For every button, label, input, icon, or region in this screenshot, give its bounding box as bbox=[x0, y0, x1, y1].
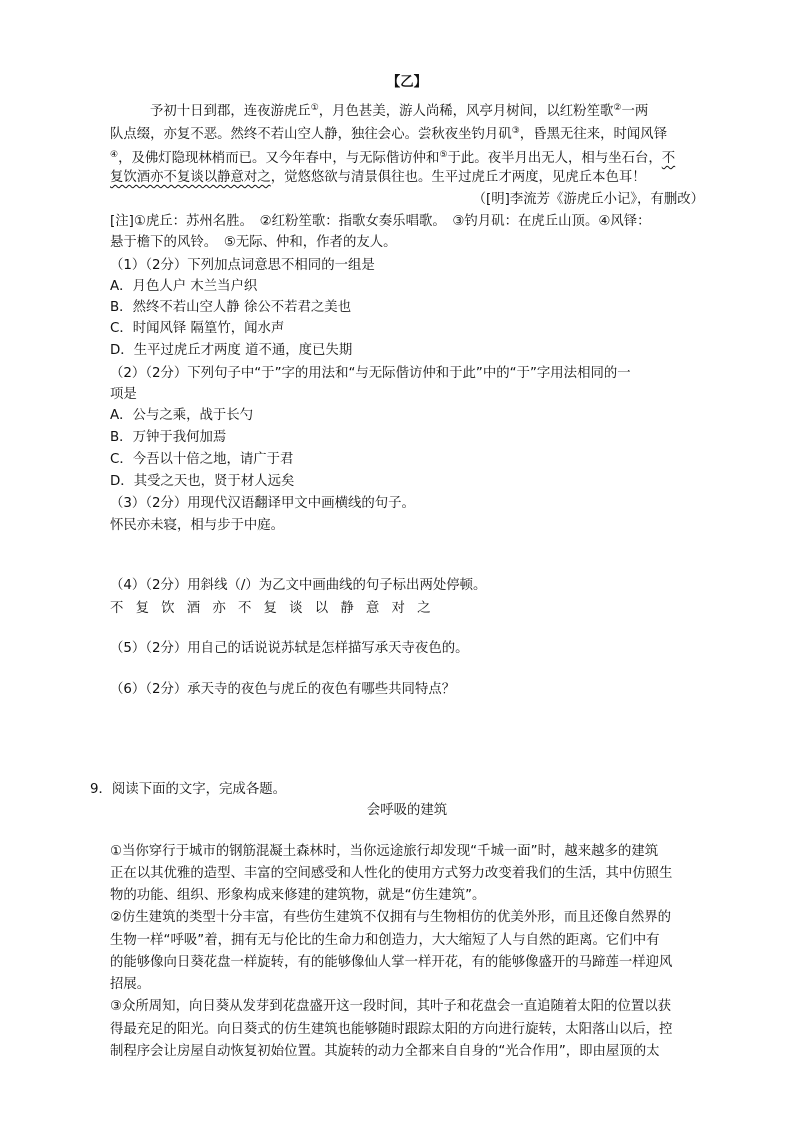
passage-line-1 bbox=[150, 98, 704, 122]
passage-text: 队点缀，亦复不恶。然终不若山空人静，独往会心。尝秋夜坐钓月矶 bbox=[110, 127, 512, 142]
passage-line-2 bbox=[110, 121, 704, 145]
footnote-marker: ③ bbox=[511, 126, 520, 136]
passage-text: ，觉悠悠欲与清景俱往也。生平过虎丘才两度，见虎丘本色耳！ bbox=[270, 170, 646, 185]
question-4-sentence[interactable]: 不复饮酒亦不复谈以静意对之 bbox=[110, 601, 443, 616]
question-3: （3）（2分）用现代汉语翻译甲文中画横线的句子。 bbox=[110, 496, 415, 511]
question-9-prompt: 9．阅读下面的文字，完成各题。 bbox=[90, 782, 286, 797]
article-p3-line-3: 制程序会让房屋自动恢复初始位置。其旋转的动力全都来自自身的“光合作用”，即由屋顶的太 bbox=[110, 1044, 660, 1059]
article-p1-line-3: 物的功能、组织、形象构成来修建的建筑物，就是“仿生建筑”。 bbox=[110, 888, 486, 903]
question-4: （4）（2分）用斜线（/）为乙文中画曲线的句子标出两处停顿。 bbox=[110, 578, 487, 593]
passage-notes-2: 悬于檐下的风铃。 ⑤无际、仲和，作者的友人。 bbox=[110, 235, 397, 250]
question-5: （5）（2分）用自己的话说说苏轼是怎样描写承天寺夜色的。 bbox=[110, 641, 469, 656]
question-6: （6）（2分）承天寺的夜色与虎丘的夜色有哪些共同特点？ bbox=[110, 682, 456, 697]
wavy-underlined-sentence: 复饮酒亦不复谈以静意对之 bbox=[110, 170, 271, 185]
passage-notes-1: [注]①虎丘：苏州名胜。 ②红粉笙歌：指歌女奏乐唱歌。 ③钓月矶：在虎丘山顶。④风铎： bbox=[110, 214, 651, 229]
article-p2-line-4: 招展。 bbox=[110, 977, 151, 992]
question-2-line-1: （2）（2分）下列句子中“于”字的用法和“与无际偕访仲和于此”中的“于”字用法相同的一 bbox=[110, 366, 631, 381]
question-2-option-b[interactable]: B．万钟于我何加焉 bbox=[110, 430, 227, 445]
question-1-option-b[interactable]: B．然终不若山空人静 徐公不若君之美也 bbox=[110, 300, 352, 315]
question-1-option-d[interactable]: D．生平过虎丘才两度 道不通，度已失期 bbox=[110, 343, 353, 358]
footnote-marker: ④ bbox=[110, 150, 119, 160]
footnote-marker: ⑤ bbox=[439, 150, 448, 160]
question-2-option-c[interactable]: C．今吾以十倍之地，请广于君 bbox=[110, 452, 294, 467]
footnote-marker: ② bbox=[613, 103, 622, 113]
question-2-option-d[interactable]: D．其受之天也，贤于材人远矣 bbox=[110, 474, 295, 489]
article-p1-line-2: 正在以其优雅的造型、丰富的空间感受和人性化的使用方式努力改变着我们的生活，其中仿照生 bbox=[110, 866, 673, 881]
article-p2-line-1: ②仿生建筑的类型十分丰富，有些仿生建筑不仅拥有与生物相仿的优美外形，而且还像自然界的 bbox=[110, 910, 672, 925]
passage-heading: 【乙】 bbox=[386, 75, 428, 90]
question-2-line-2: 项是 bbox=[110, 387, 137, 402]
article-title: 会呼吸的建筑 bbox=[366, 803, 448, 818]
article-p3-line-1: ③众所周知，向日葵从发芽到花盘盛开这一段时间，其叶子和花盘会一直追随着太阳的位置以获 bbox=[110, 999, 672, 1014]
passage-text: ，及佛灯隐现林梢而已。又今年春中，与无际偕访仲和 bbox=[118, 151, 440, 166]
passage-text: 一两 bbox=[621, 104, 649, 119]
article-p1-line-1: ①当你穿行于城市的钢筋混凝土森林时，当你远途旅行却发现“千城一面”时，越来越多的建筑 bbox=[110, 844, 659, 859]
question-1-option-c[interactable]: C．时闻风铎 隔篁竹，闻水声 bbox=[110, 321, 285, 336]
passage-source: （[明]李流芳《游虎丘小记》，有删改） bbox=[472, 192, 704, 207]
article-p2-line-3: 的能够像向日葵花盘一样旋转，有的能够像仙人掌一样开花，有的能够像盛开的马蹄莲一样迎风 bbox=[110, 955, 673, 970]
footnote-marker: ① bbox=[310, 103, 319, 113]
question-1-option-a[interactable]: A．月色人户 木兰当户织 bbox=[110, 279, 258, 294]
passage-line-3 bbox=[110, 145, 704, 169]
article-p2-line-2: 生物一样“呼吸”着，拥有无与伦比的生命力和创造力，大大缩短了人与自然的距离。它们中有 bbox=[110, 933, 660, 948]
passage-text: ，月色甚美，游人尚稀，风亭月树间，以红粉笙歌 bbox=[318, 104, 614, 119]
question-3-sentence: 怀民亦未寝，相与步于中庭。 bbox=[110, 518, 285, 533]
article-p3-line-2: 得最充足的阳光。向日葵式的仿生建筑也能够随时跟踪太阳的方向进行旋转，太阳落山以后，控 bbox=[110, 1022, 673, 1037]
question-2-option-a[interactable]: A．公与之乘，战于长勺 bbox=[110, 408, 254, 423]
passage-line-4 bbox=[110, 168, 704, 188]
passage-text: ，昏黑无往来，时闻风铎 bbox=[519, 127, 668, 142]
passage-text: 于此。夜半月出无人，相与坐石台， bbox=[447, 151, 662, 166]
passage-text: 予初十日到郡，连夜游虎丘 bbox=[150, 104, 311, 119]
wavy-underlined-text: 不 bbox=[661, 151, 676, 166]
question-1: （1）（2分）下列加点词意思不相同的一组是 bbox=[110, 258, 375, 273]
